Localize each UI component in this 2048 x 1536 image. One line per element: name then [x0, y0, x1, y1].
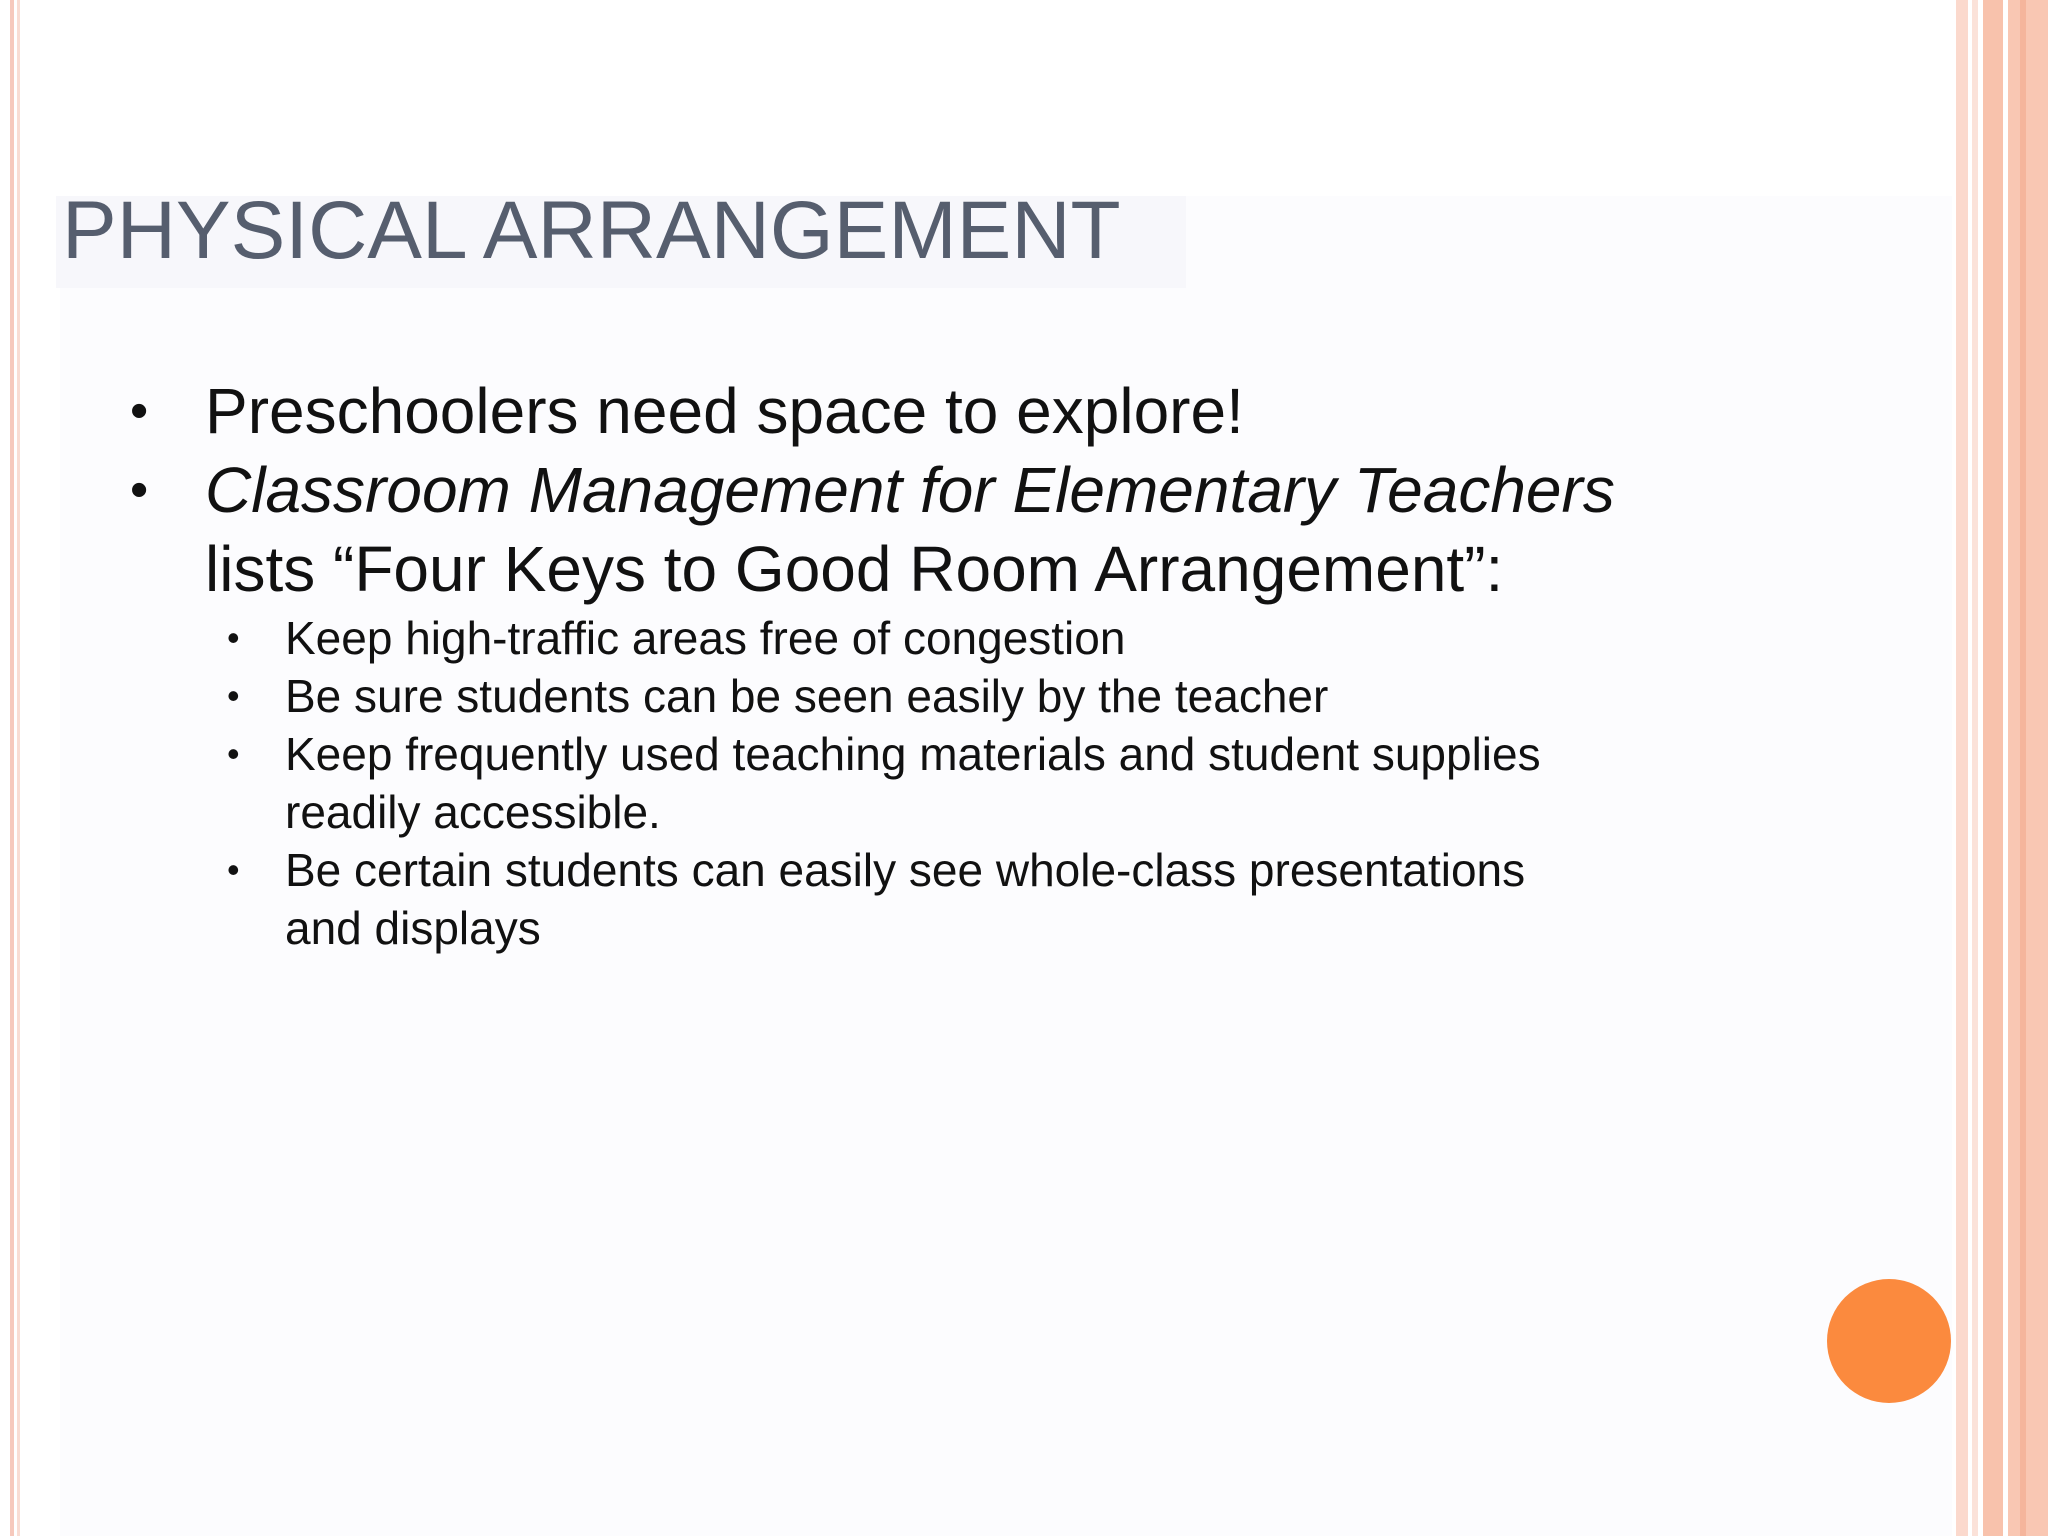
sub-bullet-dot: • [227, 617, 240, 658]
book-title: Classroom Management for Elementary Teachers [205, 454, 1615, 526]
sub-bullet-dot: • [227, 733, 240, 774]
sub-bullet-text: Keep high-traffic areas free of congestion [285, 612, 1126, 664]
bullet-item [130, 451, 1780, 609]
bullet-dot: • [130, 461, 149, 519]
sub-bullet-text: Keep frequently used teaching materials and student supplies [285, 728, 1541, 780]
bullet-item [130, 372, 1780, 451]
bullet-text: Preschoolers need space to explore! [205, 375, 1244, 447]
orange-circle-decoration [1827, 1279, 1951, 1403]
left-rule [10, 0, 14, 1536]
sub-bullet-item [130, 841, 1780, 957]
sub-bullet-text-cont: readily accessible. [285, 786, 661, 838]
sub-bullet-text-cont: and displays [285, 902, 541, 954]
slide-body [130, 372, 1780, 957]
right-stripe-4 [2008, 0, 2048, 1536]
right-stripe-3 [1983, 0, 2003, 1536]
sub-bullet-text: Be sure students can be seen easily by the teacher [285, 670, 1329, 722]
right-stripe-2 [1972, 0, 1978, 1536]
left-rule-inner [17, 0, 20, 1536]
sub-bullet-item [130, 609, 1780, 667]
bullet-dot: • [130, 382, 149, 440]
slide-title: PHYSICAL ARRANGEMENT [62, 185, 1121, 276]
right-stripe-5 [2020, 0, 2026, 1536]
bullet-text: lists “Four Keys to Good Room Arrangement”: [205, 533, 1504, 605]
sub-bullet-dot: • [227, 849, 240, 890]
sub-bullet-text: Be certain students can easily see whole-class presentations [285, 844, 1526, 896]
sub-bullet-item [130, 725, 1780, 841]
right-stripe-1 [1956, 0, 1968, 1536]
sub-bullet-item [130, 667, 1780, 725]
sub-bullet-dot: • [227, 675, 240, 716]
